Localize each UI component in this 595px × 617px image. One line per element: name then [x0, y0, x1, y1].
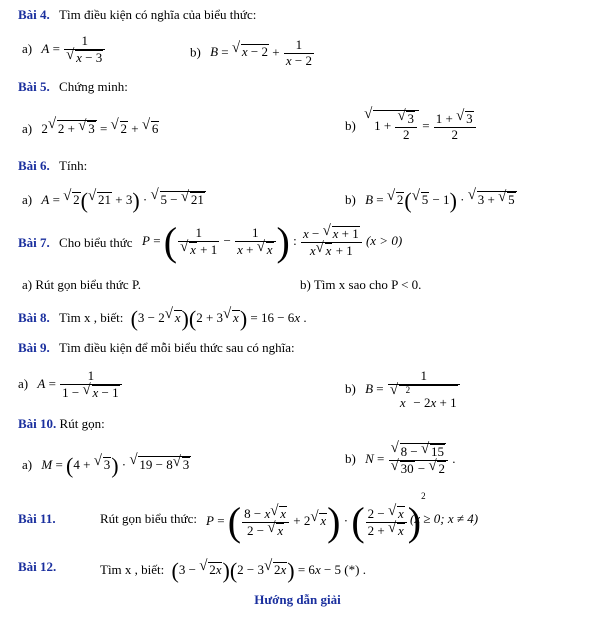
b9-a: a) A = $\frac{1}{1 - √ x - 1}$	[18, 369, 123, 401]
b12-title: Bài 12.	[18, 559, 57, 574]
b7-a: a) Rút gọn biểu thức P.	[22, 277, 141, 292]
b9-a-label: a)	[18, 375, 29, 391]
b5-a-label: a)	[22, 121, 33, 136]
b8-heading: Bài 8. Tìm x , biết: (3 − 2√ x)(2 + 3√ x) = 16 − 6x .	[18, 308, 307, 330]
b7-text: Cho biểu thức	[59, 235, 133, 250]
b4-title: Bài 4.	[18, 7, 50, 22]
b9-text: Tìm điều kiện để mỗi biểu thức sau có nghĩa:	[59, 340, 295, 355]
b5-b-label: b)	[345, 117, 356, 133]
b11-text: Rút gọn biểu thức:	[100, 511, 197, 526]
b10-title: Bài 10.	[18, 416, 57, 431]
b9-b-label: b)	[345, 380, 356, 396]
b9-title: Bài 9.	[18, 340, 50, 355]
b4-b: b) B = √ x − 2 + $\frac{1}{x - 2}$	[190, 38, 315, 69]
b11-cond: (x ≥ 0; x ≠ 4)	[410, 511, 479, 526]
b7-heading	[18, 236, 133, 249]
b10-text: Rút gọn:	[59, 416, 105, 431]
b7-b: b) Tìm x sao cho P < 0.	[300, 277, 422, 292]
b7-cond: (x > 0)	[365, 232, 403, 248]
b5-heading	[18, 80, 128, 93]
b8-text: Tìm x , biết:	[59, 309, 124, 325]
b7-title: Bài 7.	[18, 235, 50, 250]
b5-title: Bài 5.	[18, 79, 50, 94]
b9-b: b) B = 1 √ $x^2 - 2x + 1$	[345, 369, 461, 411]
b11-heading	[18, 512, 56, 525]
b6-b-label: b)	[345, 191, 356, 207]
b9-heading	[18, 341, 295, 354]
b4-b-label: b)	[190, 44, 201, 60]
b6-title: Bài 6.	[18, 158, 50, 173]
b5-b: b) √ 1 + √ $\frac{3}{2}$ = $\frac{1 + √ 3}{2}$	[345, 110, 477, 143]
b10-a: a) M = (4 + √ 3) · √ 19 − 8√ 3	[22, 455, 191, 477]
b4-a: a) A = 1 √ x − 3	[22, 34, 106, 66]
b10-b: b) N = √ 8 − √ 15 √ 30 − √ 2 .	[345, 443, 455, 477]
b4-a-label: a)	[22, 40, 33, 56]
b6-a: a) A = √ 2(√ 21 + 3) · √ 5 − √ 21	[22, 190, 206, 212]
b6-heading	[18, 159, 87, 172]
b4-heading	[18, 8, 256, 21]
b6-a-label: a)	[22, 191, 33, 207]
b8-title: Bài 8.	[18, 309, 50, 325]
b12-text: Tìm x , biết:	[100, 561, 165, 577]
solution-heading: Hướng dẫn giải	[254, 592, 341, 607]
b11-expr: P = ( $\frac{8 - x√ x}{2 - √ x}$ + 2√ x) · ( $\frac{2 - √ x}{2 + √ x}$ )$^2$	[206, 492, 426, 542]
b6-b: b) B = √ 2(√ 5 − 1) · √ 3 + √ 5	[345, 190, 517, 212]
b10-a-label: a)	[22, 456, 33, 472]
b4-text: Tìm điều kiện có nghĩa của biểu thức:	[59, 7, 257, 22]
b10-b-label: b)	[345, 450, 356, 466]
b5-text: Chứng minh:	[59, 79, 128, 94]
b12-line: Tìm x , biết: (3 − √ 2x)(2 − 3√ 2x) = 6x − 5 (*) .	[100, 560, 366, 582]
b10-heading	[18, 417, 105, 430]
b11-title: Bài 11.	[18, 511, 56, 526]
b6-text: Tính:	[59, 158, 88, 173]
b5-a: a) 2√ 2 + √ 3 = √ 2 + √ 6	[22, 120, 159, 136]
b12-heading	[18, 560, 56, 573]
b7-expr: P = ( 1 √ x + 1 − $\frac{1}{x + √ x}$ ) : $\frac{x - √ x + 1}{x√ x + 1}$ (x > 0)	[142, 222, 402, 262]
